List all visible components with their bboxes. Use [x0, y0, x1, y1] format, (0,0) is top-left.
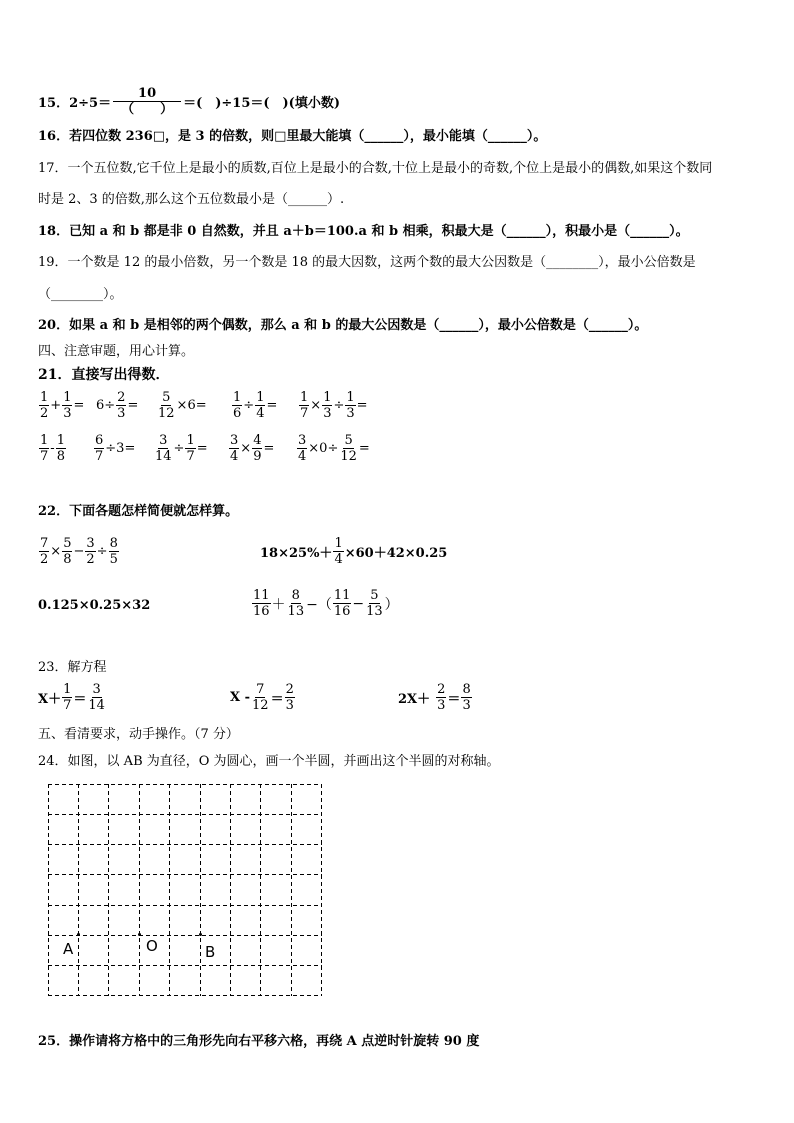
point-o-dot	[138, 933, 141, 936]
q21-r2c2: $\frac{6}{7}$ ÷3=	[95, 433, 136, 464]
q22-expr4: $\frac{11}{16}$ ＋ $\frac{8}{13}$ −（ $\frac{11}{16}$ − $\frac{5}{13}$ ）	[253, 588, 399, 619]
q15	[38, 86, 340, 117]
point-a-dot	[77, 933, 80, 936]
q25: 25．操作请将方格中的三角形先向右平移六格，再绕 A 点逆时针旋转 90 度	[38, 1034, 480, 1049]
q23-title: 23．解方程	[38, 660, 107, 675]
q21-r1c4: $\frac{1}{6}$ ÷ $\frac{1}{4}$ =	[233, 390, 278, 421]
q22-expr3: 0.125×0.25×32	[38, 598, 151, 613]
point-b-dot	[199, 933, 202, 936]
q18: 18．已知 a 和 b 都是非 0 自然数，并且 a＋b＝100.a 和 b 相乘，积最大是（______），积最小是（______）。	[38, 224, 689, 239]
q21-r1c5: $\frac{1}{7}$ × $\frac{1}{3}$ ÷ $\frac{1}{3}$ =	[300, 390, 368, 421]
q23-eq2: X - $\frac{7}{12}$ ＝ $\frac{2}{3}$	[230, 682, 294, 713]
q19-line2: （________）。	[38, 287, 123, 302]
q16: 16．若四位数 236□，是 3 的倍数，则□里最大能填（______），最小能填（______）。	[38, 129, 547, 144]
q17-line1: 17．一个五位数,它千位上是最小的质数,百位上是最小的合数,十位上是最小的奇数,个位上是最小的偶数,如果这个数同	[38, 161, 713, 176]
dashed-grid	[48, 784, 324, 998]
q15-den: （ ）	[121, 102, 174, 117]
q20: 20．如果 a 和 b 是相邻的两个偶数，那么 a 和 b 的最大公因数是（______），最小公倍数是（______）。	[38, 318, 648, 333]
q15-num: 10	[113, 86, 181, 102]
q21-r2c3: $\frac{3}{14}$ ÷ $\frac{1}{7}$ =	[155, 433, 208, 464]
q21-r2c4: $\frac{3}{4}$ × $\frac{4}{9}$ =	[230, 433, 275, 464]
q21-r1c3: $\frac{5}{12}$ ×6=	[158, 390, 207, 421]
q22-expr1: $\frac{7}{2}$ × $\frac{5}{8}$ − $\frac{3}{2}$ ÷ $\frac{8}{5}$	[40, 536, 118, 567]
section-4-title: 四、注意审题，用心计算。	[38, 344, 195, 359]
q15-fraction	[112, 86, 182, 117]
q21-title: 21．直接写出得数．	[38, 367, 170, 383]
q21-r1c1: $\frac{1}{2}$ + $\frac{1}{3}$ =	[40, 390, 85, 421]
q21-r2c1: $\frac{1}{7}$ - $\frac{1}{8}$	[40, 433, 65, 464]
q22-title: 22．下面各题怎样简便就怎样算。	[38, 504, 239, 519]
q15-post: ＝( )÷15＝( )(填小数)	[183, 96, 340, 111]
q22-expr2: 18×25%＋ $\frac{1}{4}$ ×60＋42×0.25	[260, 536, 448, 567]
q21-r1c2: 6÷ $\frac{2}{3}$ =	[96, 390, 139, 421]
q21-r2c5: $\frac{3}{4}$ ×0÷ $\frac{5}{12}$ =	[298, 433, 370, 464]
point-b-label: B	[205, 943, 216, 961]
section-5-title: 五、看清要求，动手操作。（7 分）	[38, 727, 239, 742]
point-o-label: O	[146, 937, 158, 955]
q24: 24．如图，以 AB 为直径，O 为圆心，画一个半圆，并画出这个半圆的对称轴。	[38, 754, 500, 769]
q17-line2: 时是 2、3 的倍数,那么这个五位数最小是（______）.	[38, 192, 345, 207]
q19-line1: 19．一个数是 12 的最小倍数，另一个数是 18 的最大因数，这两个数的最大公因数是（________），最小公倍数是	[38, 255, 696, 270]
point-a-label: A	[63, 940, 74, 958]
q23-eq3: 2X＋ $\frac{2}{3}$ ＝ $\frac{8}{3}$	[398, 682, 471, 713]
q15-pre: 15．2÷5＝	[38, 96, 112, 111]
q23-eq1: X＋ $\frac{1}{7}$ ＝ $\frac{3}{14}$	[38, 682, 105, 713]
